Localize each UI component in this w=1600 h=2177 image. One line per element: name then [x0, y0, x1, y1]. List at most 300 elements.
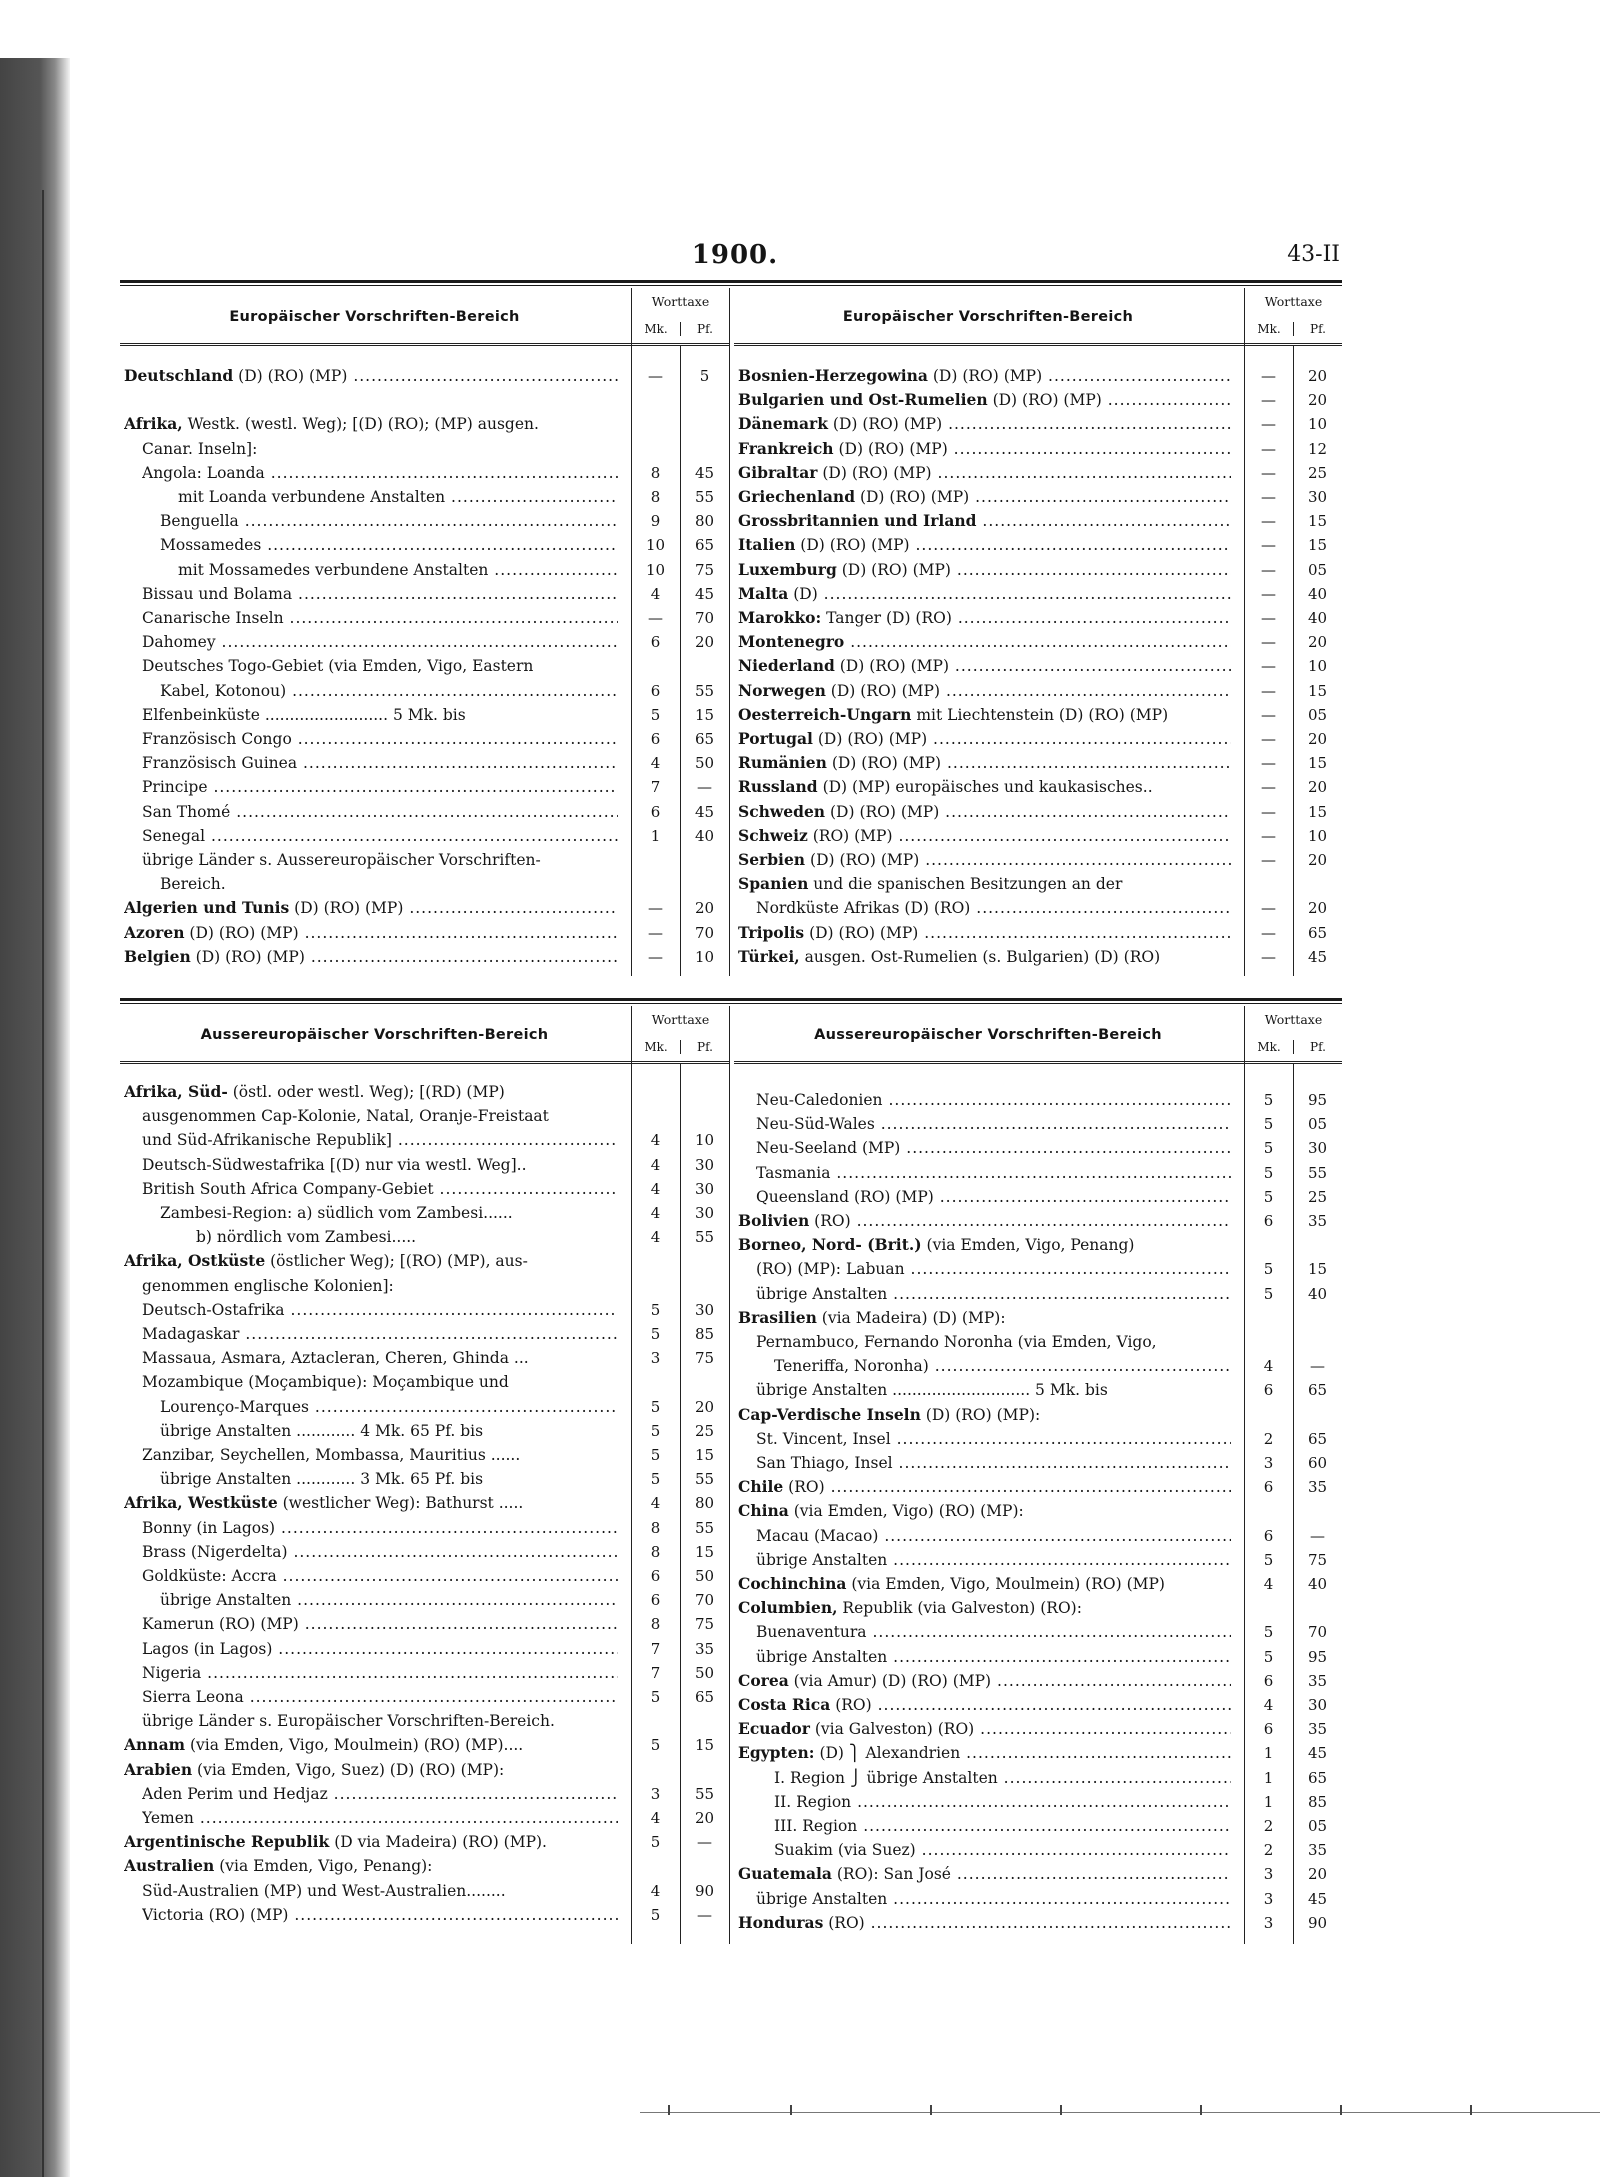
- mark-value: 4: [1263, 1575, 1274, 1593]
- mark-value: —: [1261, 778, 1276, 797]
- pfennig-value: 55: [694, 488, 715, 506]
- mark-value: 6: [1263, 1381, 1274, 1400]
- mark-value: —: [1261, 899, 1276, 918]
- tariff-row: [734, 872, 1342, 896]
- country-name: Borneo, Nord- (Brit.): [738, 1235, 922, 1255]
- tariff-row: [734, 727, 1342, 751]
- tariff-row: [734, 1572, 1342, 1596]
- destination-label: [774, 1354, 1231, 1378]
- mark-value: —: [648, 367, 663, 385]
- pfennig-value: 80: [694, 512, 715, 531]
- destination-label: [142, 1370, 618, 1394]
- mk-label: Mk.: [632, 1040, 681, 1054]
- route-detail: St. Vincent, Insel: [756, 1429, 891, 1448]
- pfennig-value: 70: [694, 1591, 715, 1610]
- pfennig-value: 12: [1307, 439, 1328, 458]
- destination-label: [756, 1282, 1231, 1306]
- mark-value: 3: [1263, 1454, 1274, 1472]
- route-detail: (D) (RO) (MP): [855, 488, 970, 506]
- route-detail: übrige Anstalten: [756, 1550, 888, 1569]
- route-detail: (D) (RO) (MP): [833, 439, 948, 458]
- route-detail: (via Emden, Vigo) (RO) (MP):: [788, 1502, 1024, 1521]
- route-detail: übrige Anstalten: [160, 1591, 292, 1610]
- mark-value: 9: [650, 512, 661, 531]
- country-name: Arabien: [124, 1759, 193, 1779]
- tariff-row: [120, 1733, 729, 1757]
- destination-label: [124, 1491, 618, 1515]
- destination-label: [196, 1225, 618, 1249]
- tariff-row: [120, 1104, 729, 1128]
- tariff-row: [120, 1201, 729, 1225]
- pfennig-value: 90: [1307, 1913, 1328, 1932]
- destination-label: [738, 945, 1231, 969]
- tariff-row: [734, 1161, 1342, 1185]
- destination-label: [756, 1620, 1231, 1644]
- tariff-row: [120, 1903, 729, 1927]
- pfennig-value: 30: [694, 1204, 715, 1222]
- route-detail: mit Mossamedes verbundene Anstalten: [178, 560, 489, 579]
- mark-value: —: [1261, 560, 1276, 579]
- country-name: Honduras: [738, 1912, 824, 1932]
- mark-value: —: [648, 923, 663, 942]
- worttaxe-header: [631, 288, 729, 346]
- route-detail: Mossamedes: [160, 536, 262, 555]
- route-detail: Bonny (in Lagos): [142, 1518, 276, 1537]
- pfennig-value: 05: [1307, 1115, 1328, 1134]
- tariff-row: [120, 1467, 729, 1491]
- route-detail: Teneriffa, Noronha): [774, 1357, 929, 1376]
- pfennig-value: 35: [1307, 1478, 1328, 1497]
- non-europe-tariff-section: [120, 1006, 1342, 2066]
- pfennig-value: 30: [694, 1155, 715, 1174]
- section-rule: [120, 998, 1342, 1001]
- pfennig-value: 45: [1307, 947, 1328, 966]
- destination-label: [160, 1395, 618, 1419]
- destination-label: [738, 630, 1231, 654]
- tariff-row: [734, 1669, 1342, 1693]
- worttaxe-label: Worttaxe: [651, 294, 710, 309]
- route-detail: Angola: Loanda: [142, 463, 265, 482]
- destination-label: [142, 1322, 618, 1346]
- tariff-row: [120, 1346, 729, 1370]
- tariff-row: [734, 1741, 1342, 1765]
- tariff-row: [734, 1645, 1342, 1669]
- tariff-row: [734, 1306, 1342, 1330]
- country-name: Gibraltar: [738, 462, 818, 482]
- mark-value: 5: [650, 1833, 661, 1852]
- destination-label: [756, 1112, 1231, 1136]
- destination-label: [142, 582, 618, 606]
- country-name: Costa Rica: [738, 1695, 831, 1714]
- route-detail: Suakim (via Suez): [774, 1841, 916, 1860]
- mark-value: 5: [1263, 1647, 1274, 1666]
- tariff-row: [734, 1814, 1342, 1838]
- pfennig-value: 25: [1307, 1187, 1328, 1206]
- tariff-row: [734, 364, 1342, 388]
- tariff-row: [120, 509, 729, 533]
- mark-value: 5: [1263, 1115, 1274, 1134]
- mark-value: 8: [650, 1615, 661, 1634]
- route-detail: (RO): [783, 1478, 825, 1497]
- destination-label: [738, 388, 1231, 412]
- destination-label: [738, 775, 1231, 799]
- route-detail: Dahomey: [142, 633, 216, 652]
- destination-label: [142, 1685, 618, 1709]
- tariff-row: [734, 1499, 1342, 1523]
- destination-label: [142, 1177, 618, 1201]
- destination-label: [124, 921, 618, 945]
- tariff-row: [734, 1548, 1342, 1572]
- destination-label: [160, 679, 618, 703]
- pfennig-value: 45: [694, 463, 715, 482]
- mark-value: 6: [1263, 1478, 1274, 1497]
- tariff-row: [120, 775, 729, 799]
- pfennig-value: 30: [694, 1300, 715, 1319]
- pfennig-value: 20: [694, 1809, 715, 1827]
- pfennig-value: 10: [1307, 657, 1328, 676]
- tariff-row: [734, 1257, 1342, 1281]
- tariff-row: [120, 1249, 729, 1273]
- mark-value: 5: [1263, 1623, 1274, 1642]
- pfennig-value: 20: [1307, 367, 1328, 385]
- country-name: Cap-Verdische Inseln: [738, 1404, 921, 1424]
- route-detail: (RO): [823, 1913, 865, 1932]
- destination-label: [738, 921, 1231, 945]
- country-name: Marokko:: [738, 608, 822, 627]
- destination-label: [756, 1136, 1231, 1160]
- mark-value: 6: [650, 1567, 661, 1585]
- pfennig-value: 95: [1307, 1091, 1328, 1109]
- pfennig-value: 55: [694, 1784, 715, 1803]
- pfennig-value: 85: [694, 1325, 715, 1343]
- header-title: Europäischer Vorschriften-Bereich: [229, 309, 520, 325]
- destination-label: [142, 1709, 618, 1733]
- pfennig-value: 65: [1307, 1429, 1328, 1448]
- destination-label: [738, 1499, 1231, 1523]
- scan-binding-shadow: [0, 58, 70, 2177]
- pfennig-value: 40: [1307, 584, 1328, 603]
- route-detail: (D) (MP) europäisches und kaukasisches..: [817, 778, 1153, 797]
- route-detail: (D) (RO) (MP): [812, 730, 928, 748]
- pfennig-value: 65: [694, 536, 715, 555]
- route-detail: (D) (RO) (MP): [987, 391, 1102, 410]
- destination-label: [738, 1209, 1231, 1233]
- tariff-row: [120, 1879, 729, 1903]
- route-detail: Principe: [142, 778, 208, 797]
- pfennig-value: 15: [1307, 536, 1328, 555]
- tariff-row: [120, 1588, 729, 1612]
- route-detail: (D) (RO) (MP): [817, 463, 932, 482]
- tariff-row: [734, 1766, 1342, 1790]
- country-name: Guatemala: [738, 1864, 832, 1884]
- pfennig-value: 20: [1307, 730, 1328, 748]
- route-detail: Canar. Inseln]:: [142, 439, 258, 458]
- route-detail: Massaua, Asmara, Aztacleran, Cheren, Ghinda ...: [142, 1349, 529, 1368]
- tariff-row: [734, 606, 1342, 630]
- country-name: Ecuador: [738, 1719, 810, 1739]
- destination-label: [142, 1903, 618, 1927]
- mark-value: 5: [650, 1688, 661, 1706]
- route-detail: Lagos (in Lagos): [142, 1639, 273, 1658]
- tariff-row: [734, 775, 1342, 799]
- tariff-row: [120, 533, 729, 557]
- pfennig-value: 60: [1307, 1454, 1328, 1472]
- mark-value: —: [1261, 802, 1276, 821]
- destination-label: [738, 606, 1231, 630]
- pfennig-value: 45: [1307, 1744, 1328, 1763]
- tariff-row: [120, 703, 729, 727]
- tariff-row: [120, 848, 729, 872]
- destination-label: [738, 1475, 1231, 1499]
- pfennig-value: 20: [1307, 391, 1328, 410]
- tariff-row: [734, 1354, 1342, 1378]
- pfennig-value: 35: [1307, 1671, 1328, 1690]
- pfennig-value: 40: [1307, 609, 1328, 627]
- mark-value: —: [648, 609, 663, 627]
- tariff-row: [734, 945, 1342, 969]
- tariff-row: [120, 1806, 729, 1830]
- destination-label: [756, 1088, 1231, 1112]
- tariff-row: [734, 921, 1342, 945]
- mark-value: 4: [1263, 1696, 1274, 1714]
- destination-label: [738, 800, 1231, 824]
- mark-value: 6: [650, 633, 661, 652]
- pfennig-value: 75: [1307, 1550, 1328, 1569]
- pfennig-value: 95: [1307, 1647, 1328, 1666]
- country-name: Serbien: [738, 850, 806, 869]
- mark-value: 5: [650, 1736, 661, 1755]
- tariff-row: [734, 679, 1342, 703]
- route-detail: I. Region ⎭ übrige Anstalten: [774, 1768, 998, 1787]
- destination-label: [160, 872, 618, 896]
- mark-value: —: [1261, 584, 1276, 603]
- destination-label: [142, 751, 618, 775]
- destination-label: [142, 1612, 618, 1636]
- tariff-row: [734, 461, 1342, 485]
- route-detail: (RO): [809, 1212, 851, 1230]
- route-detail: III. Region: [774, 1817, 858, 1835]
- country-name: Norwegen: [738, 680, 826, 700]
- pfennig-value: 50: [694, 754, 715, 773]
- country-name: Frankreich: [738, 438, 834, 458]
- route-detail: mit Loanda verbundene Anstalten: [178, 488, 446, 506]
- destination-label: [756, 1427, 1231, 1451]
- destination-label: [756, 1887, 1231, 1911]
- tariff-row: [734, 1112, 1342, 1136]
- column-rule: [729, 1006, 730, 1944]
- pfennig-value: 70: [694, 609, 715, 627]
- destination-label: [160, 1419, 618, 1443]
- country-name: Chile: [738, 1477, 784, 1497]
- tariff-row: [120, 872, 729, 896]
- header-title: Aussereuropäischer Vorschriften-Bereich: [814, 1027, 1162, 1043]
- pfennig-value: 65: [1307, 1381, 1328, 1400]
- country-name: Columbien,: [738, 1598, 838, 1618]
- destination-label: [124, 412, 618, 436]
- mark-value: 6: [1263, 1720, 1274, 1739]
- pfennig-value: 35: [1307, 1720, 1328, 1739]
- pfennig-value: 55: [694, 1470, 715, 1489]
- tariff-row: [734, 1136, 1342, 1160]
- pfennig-value: —: [1310, 1357, 1325, 1376]
- mark-value: 6: [1263, 1526, 1274, 1545]
- mark-value: 5: [1263, 1284, 1274, 1303]
- mark-value: 4: [650, 1228, 661, 1247]
- tariff-row: [120, 1370, 729, 1394]
- route-detail: Benguella: [160, 512, 239, 531]
- country-name: Portugal: [738, 729, 813, 748]
- country-name: Afrika,: [124, 414, 183, 434]
- mark-value: 5: [650, 1300, 661, 1319]
- route-detail: Buenaventura: [756, 1623, 867, 1642]
- country-name: Belgien: [124, 946, 191, 966]
- destination-label: [738, 1717, 1231, 1741]
- pfennig-value: 45: [1307, 1889, 1328, 1908]
- route-detail: Deutsch-Südwestafrika [(D) nur via westl. Weg]..: [142, 1155, 527, 1174]
- destination-label: [738, 872, 1231, 896]
- mark-value: —: [1261, 923, 1276, 942]
- route-detail: Lourenço-Marques: [160, 1397, 309, 1416]
- tariff-row: [734, 896, 1342, 920]
- mark-value: 3: [650, 1784, 661, 1803]
- tariff-row: [120, 1709, 729, 1733]
- mark-value: 1: [1263, 1744, 1274, 1763]
- tariff-row: [120, 1854, 729, 1878]
- destination-label: [738, 1403, 1231, 1427]
- mark-value: 4: [1263, 1357, 1274, 1376]
- route-detail: Sierra Leona: [142, 1688, 244, 1706]
- destination-label: [124, 896, 618, 920]
- mark-value: 5: [650, 1905, 661, 1924]
- destination-label: [178, 558, 618, 582]
- pfennig-value: 20: [1307, 899, 1328, 918]
- tariff-row: [734, 1524, 1342, 1548]
- pfennig-value: 20: [694, 899, 715, 918]
- route-detail: (D) (RO) (MP): [834, 657, 949, 676]
- tariff-row: [734, 1838, 1342, 1862]
- worttaxe-header: [1244, 288, 1342, 346]
- route-detail: mit Liechtenstein (D) (RO) (MP): [911, 705, 1169, 724]
- destination-label: [756, 1451, 1231, 1475]
- tariff-row: [120, 1564, 729, 1588]
- pfennig-value: 80: [694, 1494, 715, 1513]
- pfennig-value: 30: [1307, 488, 1328, 506]
- destination-label: [124, 364, 618, 388]
- pfennig-value: 70: [1307, 1623, 1328, 1642]
- route-detail: (D) (RO) (MP): [826, 754, 942, 773]
- mark-value: 6: [650, 1591, 661, 1610]
- tariff-row: [120, 727, 729, 751]
- destination-label: [142, 1540, 618, 1564]
- destination-label: [124, 1080, 618, 1104]
- destination-label: [738, 1572, 1231, 1596]
- pfennig-value: 75: [694, 560, 715, 579]
- route-detail: (D) (RO) (MP): [825, 681, 941, 700]
- tariff-row: [734, 824, 1342, 848]
- tariff-row: [120, 1298, 729, 1322]
- route-detail: (via Galveston) (RO): [809, 1720, 975, 1739]
- tariff-row: [120, 364, 729, 388]
- mark-value: —: [1261, 657, 1276, 676]
- destination-label: [756, 1645, 1231, 1669]
- tariff-row: [120, 1685, 729, 1709]
- destination-label: [124, 1249, 618, 1273]
- mark-value: 5: [650, 1470, 661, 1489]
- pfennig-value: 35: [1307, 1841, 1328, 1860]
- tariff-row: [734, 751, 1342, 775]
- pfennig-value: 25: [694, 1421, 715, 1440]
- country-name: Australien: [124, 1856, 215, 1876]
- destination-label: [774, 1790, 1231, 1814]
- mark-value: 5: [650, 1421, 661, 1440]
- route-detail: Brass (Nigerdelta): [142, 1542, 288, 1561]
- tariff-row: [120, 1080, 729, 1104]
- header-title: Europäischer Vorschriften-Bereich: [842, 309, 1134, 325]
- route-detail: (D): [788, 584, 818, 603]
- pfennig-value: —: [1310, 1526, 1325, 1545]
- destination-label: [738, 654, 1231, 678]
- route-detail: Elfenbeinküste ......................... 5 Mk. bis: [142, 705, 466, 724]
- tariff-row: [734, 1185, 1342, 1209]
- mark-value: —: [1261, 633, 1276, 652]
- route-detail: II. Region: [774, 1792, 852, 1811]
- pfennig-value: 85: [1307, 1792, 1328, 1811]
- tariff-row: [120, 1540, 729, 1564]
- mark-value: 7: [650, 1639, 661, 1658]
- route-detail: Neu-Süd-Wales: [756, 1115, 875, 1134]
- page-year: 1900.: [691, 240, 779, 270]
- route-detail: (via Amur) (D) (RO) (MP): [788, 1671, 992, 1690]
- pfennig-value: 15: [1307, 754, 1328, 773]
- pfennig-value: 05: [1307, 560, 1328, 579]
- tariff-row: [120, 824, 729, 848]
- mark-value: —: [1261, 512, 1276, 531]
- mark-value: 2: [1263, 1841, 1274, 1860]
- mark-value: 5: [650, 1446, 661, 1464]
- mark-value: 4: [650, 1494, 661, 1513]
- pfennig-value: 35: [1307, 1212, 1328, 1230]
- pfennig-value: 20: [1307, 778, 1328, 797]
- route-detail: (D) (RO) (MP): [233, 367, 348, 385]
- column-rule: [729, 288, 730, 976]
- pfennig-value: 65: [1307, 1768, 1328, 1787]
- mark-value: 5: [1263, 1139, 1274, 1158]
- tariff-row: [120, 1153, 729, 1177]
- tariff-row: [734, 582, 1342, 606]
- route-detail: (D) (RO) (MP): [190, 947, 305, 966]
- tariff-row: [734, 1378, 1342, 1402]
- country-name: Deutschland: [124, 366, 234, 385]
- route-detail: Kamerun (RO) (MP): [142, 1615, 299, 1634]
- country-name: Cochinchina: [738, 1574, 847, 1593]
- pf-label: Pf.: [1310, 322, 1326, 336]
- route-detail: (RO) (MP): Labuan: [756, 1260, 905, 1279]
- route-detail: (D) (RO) (MP): [927, 367, 1043, 385]
- destination-label: [160, 509, 618, 533]
- destination-label: [774, 1814, 1231, 1838]
- route-detail: ausgenommen Cap-Kolonie, Natal, Oranje-Freistaat: [142, 1107, 549, 1126]
- destination-label: [142, 1274, 618, 1298]
- country-name: Bolivien: [738, 1211, 810, 1230]
- pfennig-value: 15: [1307, 1260, 1328, 1279]
- pfennig-value: 30: [1307, 1139, 1328, 1158]
- mark-value: 5: [1263, 1260, 1274, 1279]
- tariff-row: [120, 388, 729, 412]
- column-header: [734, 288, 1342, 346]
- destination-label: [738, 437, 1231, 461]
- mark-value: 1: [1263, 1792, 1274, 1811]
- pfennig-value: 90: [694, 1881, 715, 1900]
